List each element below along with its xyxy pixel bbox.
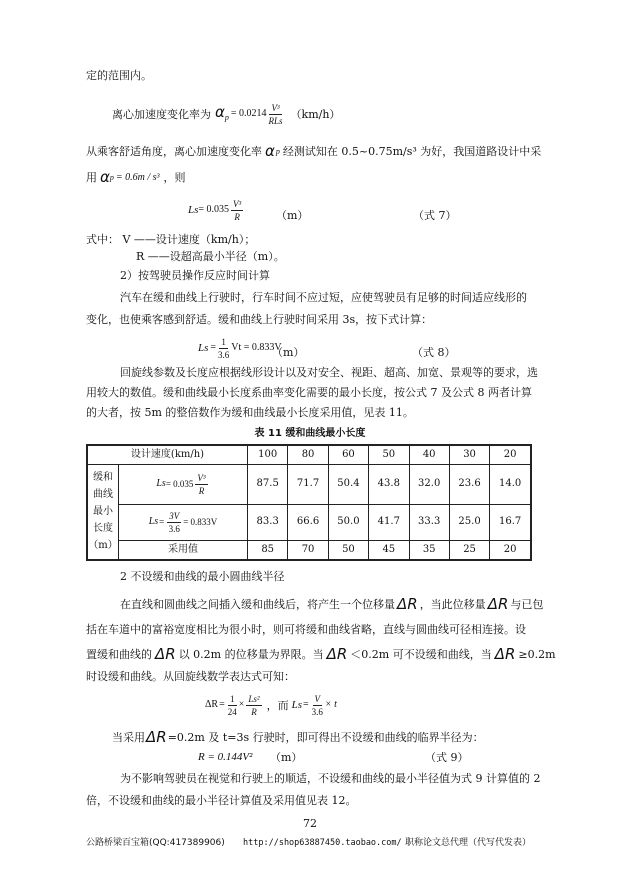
text-fragment: ，则 — [163, 171, 186, 184]
table-row — [87, 540, 531, 560]
list-heading: 2）按驾驶员操作反应时间计算 — [120, 269, 270, 282]
text-line: 汽车在缓和曲线上行驶时，行车时间不应过短，应使驾驶员有足够的时间适应线形的 — [120, 291, 527, 304]
table-header-row — [87, 445, 531, 464]
text-line — [120, 597, 543, 612]
text-line: 式中： V ——设计速度（km/h）； — [86, 233, 256, 246]
value-cell: 50.0 — [328, 504, 368, 540]
unit-label: （m） — [272, 346, 305, 359]
footer-right: 职称论文总代理（代写代发表） — [405, 838, 532, 848]
formula-rhs: × t — [324, 699, 337, 710]
formula-fraction: $\frac{1}{24}$ — [227, 693, 237, 717]
value-cell: 43.8 — [369, 464, 409, 504]
text-fragment: 以 0.2m 的位移量为界限。当 — [178, 648, 324, 661]
text-line: 为不影响驾驶员在视觉和行驶上的顺适，不设缓和曲线的最小半径值为式 9 计算值的 2 — [120, 772, 541, 785]
value-cell: 50 — [328, 540, 368, 560]
table-caption: 表 11 缓和曲线最小长度 — [254, 428, 366, 439]
speed-cell: 20 — [490, 445, 531, 464]
unit-label: （m） — [270, 751, 303, 764]
text-line: 回旋线参数及长度应根据线形设计以及对安全、视距、超高、加宽、景观等的要求，选 — [120, 366, 538, 379]
value-cell: 83.3 — [248, 504, 288, 540]
value-cell: 85 — [248, 540, 288, 560]
formula-line-alpha — [112, 100, 340, 128]
value-cell: 35 — [409, 540, 449, 560]
formula-fraction: $\frac{\text{V³}}{\text{RLs}}$ — [268, 102, 283, 126]
value-cell: 71.7 — [288, 464, 328, 504]
text-line: 变化，也使乘客感到舒适。缓和曲线上行驶时间采用 3s，按下式计算： — [86, 313, 433, 326]
value-cell: 50.4 — [328, 464, 368, 504]
formula-delta: ΔR — [326, 645, 348, 663]
text-line: 时设缓和曲线。从回旋线数学表达式可知： — [86, 670, 295, 683]
text-line — [86, 170, 186, 185]
text-line: 倍，不设缓和曲线的最小半径计算值及采用值见表 12。 — [86, 794, 357, 807]
formula-line-eq7 — [188, 196, 245, 224]
text-fragment: ，而 — [266, 698, 289, 712]
value-cell: 16.7 — [490, 504, 531, 540]
speed-cell: 80 — [288, 445, 328, 464]
text-fragment: =0.2m 及 t=3s 行驶时，即可得出不设缓和曲线的临界半径为： — [167, 731, 484, 744]
row-group-label: 缓和 曲线 最小 长度 （m） — [87, 464, 119, 560]
formula-line-eq8: Ls = $\frac{1}{3.6}$ Vt = 0.833V — [198, 336, 282, 360]
text-fragment: ≥0.2m — [518, 648, 556, 661]
formula-lhs: Ls — [188, 203, 199, 216]
formula-value: = 0.6m / s³ — [115, 171, 160, 183]
equation-number: （式 8） — [412, 346, 456, 359]
equation-number: （式 7） — [413, 209, 457, 222]
value-cell: 33.3 — [409, 504, 449, 540]
row-label: 采用值 — [119, 540, 248, 560]
speed-cell: 60 — [328, 445, 368, 464]
formula-op: × — [238, 699, 245, 710]
formula-lhs: Ls — [291, 698, 303, 711]
formula-sub: p — [275, 146, 280, 156]
formula-alpha: α — [100, 168, 110, 186]
formula-sub: p — [109, 172, 114, 182]
value-cell: 66.6 — [288, 504, 328, 540]
speed-cell: 30 — [449, 445, 489, 464]
formula-delta: ΔR — [487, 595, 509, 613]
value-cell: 25.0 — [449, 504, 489, 540]
formula-alpha: α — [265, 142, 275, 160]
formula-alpha-p: $\alpha_p$ — [215, 103, 229, 123]
formula-fraction: $\frac{\text{Ls²}}{R}$ — [248, 693, 260, 717]
text-line: 定的范围内。 — [86, 69, 152, 82]
value-cell: 32.0 — [409, 464, 449, 504]
formula-fraction: $\frac{\text{V³}}{R}$ — [233, 198, 242, 222]
value-cell: 41.7 — [369, 504, 409, 540]
text-line — [86, 647, 556, 662]
text-line: 的大者，按 5m 的整倍数作为缓和曲线最小长度采用值，见表 11。 — [86, 406, 414, 419]
value-cell: 14.0 — [490, 464, 531, 504]
text-fragment: 当采用 — [112, 731, 145, 744]
footer-link[interactable]: http://shop63887450.taobao.com/ — [243, 838, 402, 848]
formula-coef: = 0.035 — [198, 204, 230, 215]
text-fragment: 用 — [86, 171, 97, 184]
value-cell: 45 — [369, 540, 409, 560]
formula-rhs: Vt = 0.833V — [231, 342, 282, 353]
formula-lhs: ΔR — [205, 699, 219, 710]
text-fragment: 在直线和圆曲线之间插入缓和曲线后，将产生一个位移量 — [120, 598, 395, 611]
formula-line-delta: ΔR = $\frac{1}{24}$ × $\frac{\text{Ls²}}{R}$ ，而 Ls = $\frac{V}{3.6}$ × t — [205, 693, 337, 717]
formula-cell: Ls = 0.035 $\frac{\text{V³}}{R}$ — [119, 464, 248, 504]
section-heading: 2 不设缓和曲线的最小圆曲线半径 — [120, 570, 285, 583]
speed-cell: 100 — [248, 445, 288, 464]
header-cell: 设计速度(km/h) — [87, 445, 248, 464]
formula-fraction: $\frac{V}{3.6}$ — [311, 693, 323, 717]
speed-cell: 40 — [409, 445, 449, 464]
text-line — [86, 144, 541, 159]
text-fragment: 与已包 — [510, 598, 544, 611]
value-cell: 87.5 — [248, 464, 288, 504]
table-row — [87, 464, 531, 504]
text-fragment: 离心加速度变化率为 — [112, 107, 211, 121]
formula-delta: ΔR — [146, 728, 167, 746]
text-line: 括在车道中的富裕宽度相比为很小时，则可将缓和曲线省略，直线与圆曲线可径相连接。设 — [86, 623, 526, 636]
text-line: R ——设超高最小半径（m）。 — [136, 250, 285, 263]
formula-delta: ΔR — [397, 595, 418, 613]
formula-coef: = 0.0214 — [230, 108, 267, 119]
formula-eq9: R = 0.144V² — [198, 751, 253, 763]
unit-label: （km/h） — [290, 107, 341, 121]
footer-left: 公路桥梁百宝箱(QQ:417389906) — [86, 838, 225, 848]
formula-cell: Ls = $\frac{3V}{3.6}$ = 0.833V — [119, 504, 248, 540]
value-cell: 23.6 — [449, 464, 489, 504]
value-cell: 25 — [449, 540, 489, 560]
formula-delta: ΔR — [494, 645, 516, 663]
unit-label: （m） — [276, 209, 309, 222]
formula-lhs: Ls — [198, 341, 209, 354]
text-line: 用较大的数值。缓和曲线最小长度系曲率变化需要的最小长度，按公式 7 及公式 8 两者计算 — [86, 386, 532, 399]
text-fragment: ，当此位移量 — [419, 598, 486, 611]
text-fragment: 经测试知在 0.5~0.75m/s³ 为好，我国道路设计中采 — [282, 145, 542, 158]
text-fragment: ＜0.2m 可不设缓和曲线，当 — [350, 648, 492, 661]
value-cell: 70 — [288, 540, 328, 560]
table-row — [87, 504, 531, 540]
speed-cell: 50 — [369, 445, 409, 464]
text-fragment: 置缓和曲线的 — [86, 648, 152, 661]
page-number: 72 — [303, 817, 317, 830]
formula-delta: ΔR — [155, 645, 176, 663]
value-cell: 20 — [490, 540, 531, 560]
formula-fraction: $\frac{1}{3.6}$ — [218, 336, 230, 360]
table-11 — [86, 444, 532, 561]
text-fragment: 从乘客舒适角度，离心加速度变化率 — [86, 145, 262, 158]
equation-number: （式 9） — [425, 751, 469, 764]
text-line — [112, 730, 484, 745]
